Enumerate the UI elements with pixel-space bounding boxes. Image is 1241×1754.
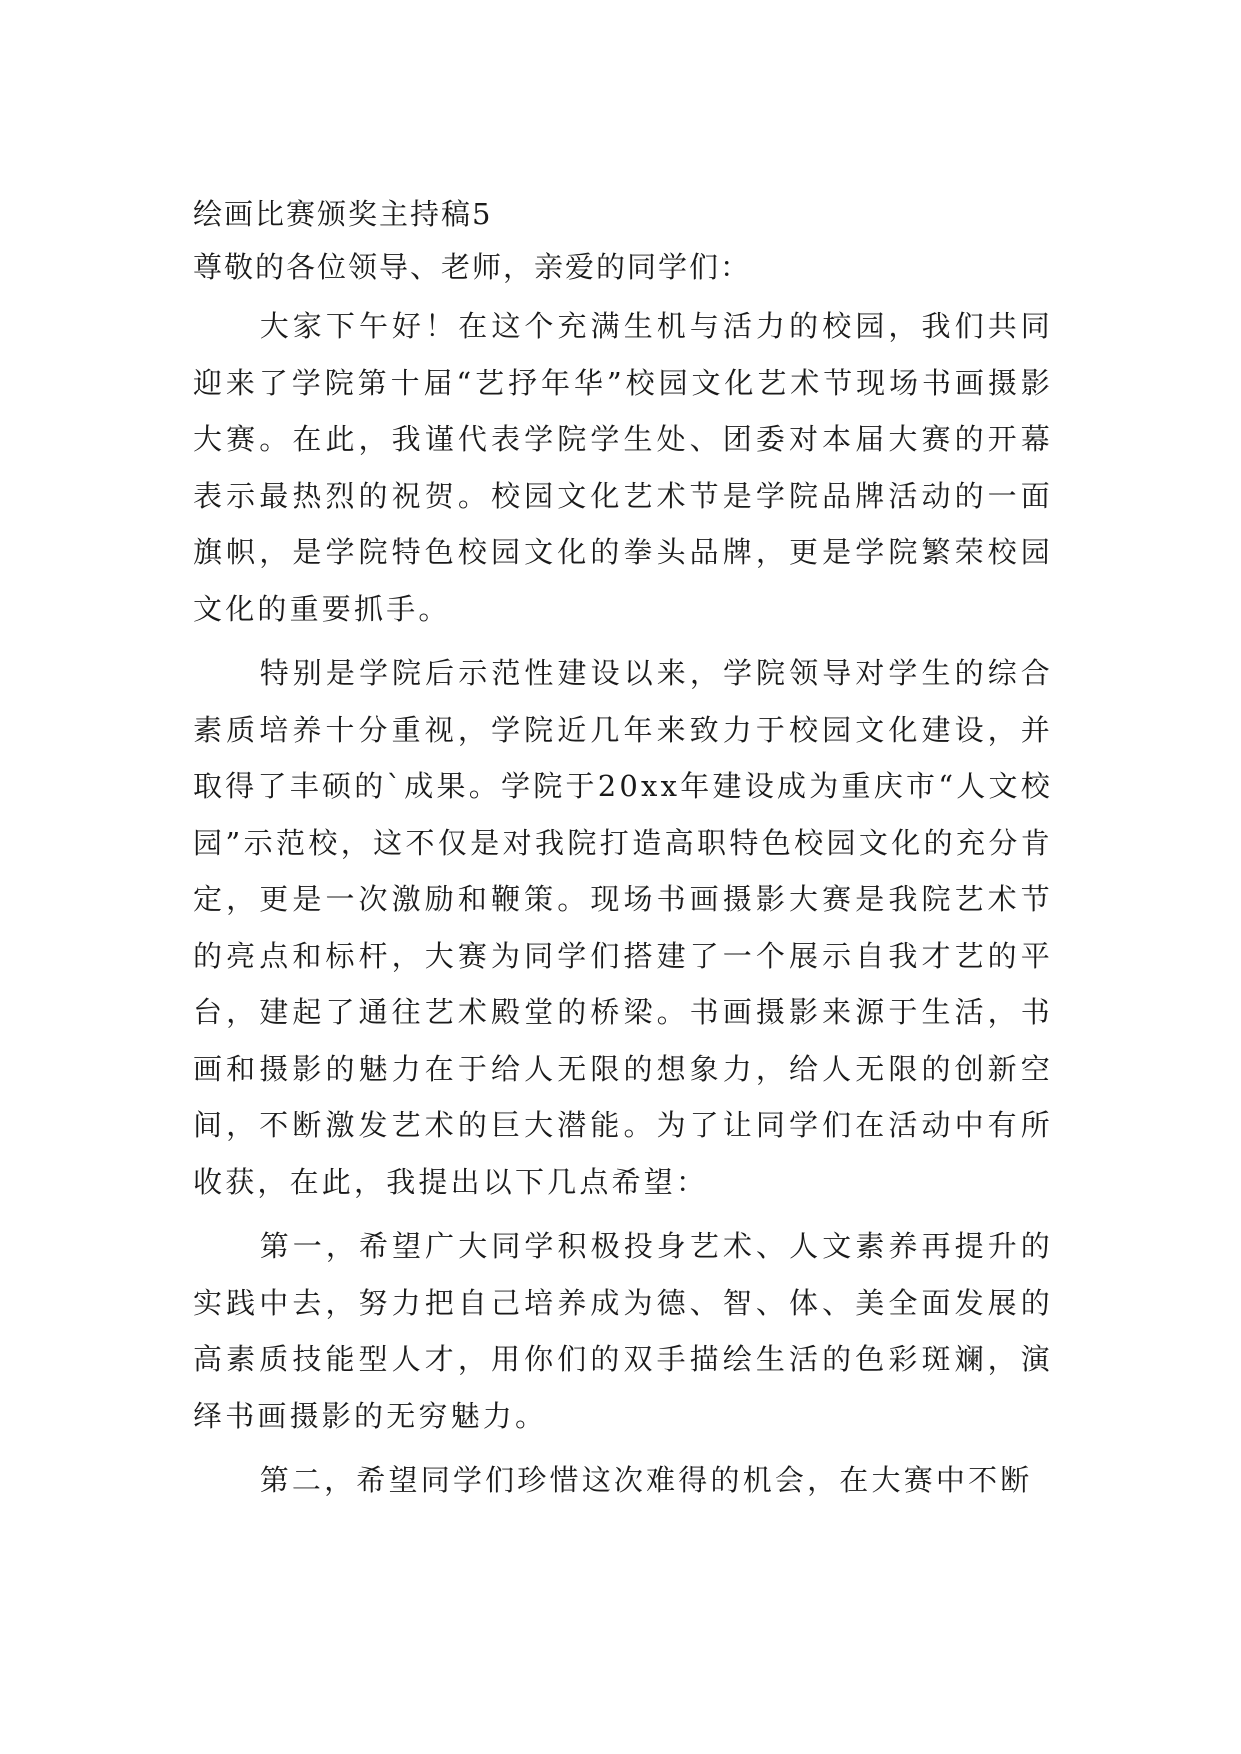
paragraph-greeting: 大家下午好！在这个充满生机与活力的校园，我们共同迎来了学院第十届“艺抒年华”校园文化艺术节现场书画摄影大赛。在此，我谨代表学院学生处、团委对本届大赛的开幕表示最热烈的祝贺。校园文化艺术节是学院品牌活动的一面旗帜，是学院特色校园文化的拳头品牌，更是学院繁荣校园文化的重要抓手。 [193,309,1053,626]
document-body [193,190,1053,1517]
paragraph-hope-second: 第二，希望同学们珍惜这次难得的机会，在大赛中不断 [259,1463,1033,1497]
paragraph-background: 特别是学院后示范性建设以来，学院领导对学生的综合素质培养十分重视，学院近几年来致力于校园文化建设，并取得了丰硕的`成果。学院于20xx年建设成为重庆市“人文校园”示范校，这不仅是对我院打造高职特色校园文化的充分肯定，更是一次激励和鞭策。现场书画摄影大赛是我院艺术节的亮点和标杆，大赛为同学们搭建了一个展示自我才艺的平台，建起了通往艺术殿堂的桥梁。书画摄影来源于生活，书画和摄影的魅力在于给人无限的想象力，给人无限的创新空间，不断激发艺术的巨大潜能。为了让同学们在活动中有所收获，在此，我提出以下几点希望： [193,656,1053,1199]
document-title: 绘画比赛颁奖主持稿5 [193,197,493,231]
salutation: 尊敬的各位领导、老师，亲爱的同学们： [193,250,752,284]
paragraph-hope-first: 第一，希望广大同学积极投身艺术、人文素养再提升的实践中去，努力把自己培养成为德、智、体、美全面发展的高素质技能型人才，用你们的双手描绘生活的色彩斑斓，演绎书画摄影的无穷魅力。 [193,1229,1053,1433]
